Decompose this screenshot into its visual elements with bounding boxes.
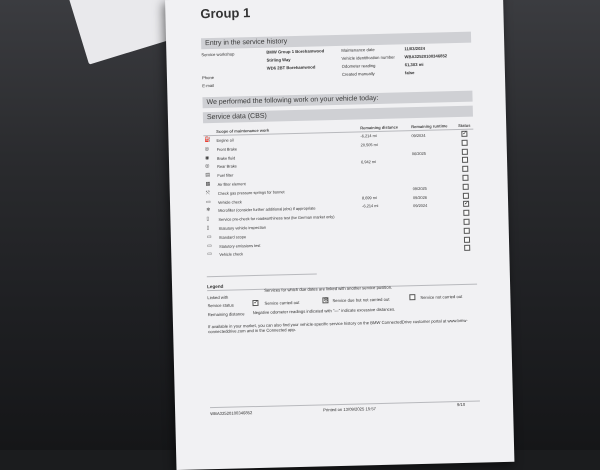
phone-label: Phone (202, 75, 214, 80)
service-history-page (165, 0, 514, 470)
status-checkbox (464, 228, 470, 234)
entry-section-header: Entry in the service history (201, 32, 471, 50)
status-checkbox (463, 219, 469, 225)
legend-due-not-carried: Service due but not carried out (332, 297, 389, 303)
status-checkbox (462, 175, 468, 181)
field-label: Maintenance date (341, 47, 374, 53)
standard-scope-icon: ▭ (207, 235, 214, 240)
status-checkbox (462, 148, 468, 154)
status-checkbox (463, 192, 469, 198)
status-checkbox (463, 184, 469, 190)
pre-check-icon: ▯ (206, 217, 213, 222)
footer-page: 9/10 (457, 402, 465, 407)
service-row-label: Front Brake (217, 146, 237, 151)
rear-brake-icon: ◎ (205, 164, 212, 169)
remaining-text: Negative odometer readings indicated with "—" indicate excessive distances. (253, 307, 396, 315)
legend-not-carried: Service not carried out (420, 294, 462, 300)
service-data-header: Service data (CBS) (203, 106, 473, 124)
service-row-label: Fuel filter (217, 173, 233, 178)
vehicle-check-icon: ▭ (206, 200, 213, 205)
service-row-label: Air filter element (218, 181, 246, 187)
emissions-test-icon: ▭ (207, 244, 214, 249)
status-checkbox (464, 245, 470, 251)
remaining-distance: 6,942 mi (361, 159, 376, 164)
remaining-runtime: 06/2025 (412, 150, 426, 155)
status-checkbox (464, 236, 470, 242)
odometer-value: 61,303 mi (405, 62, 424, 67)
remaining-distance: -6,214 mi (360, 133, 376, 138)
status-checkbox-checked: ✓ (463, 201, 469, 207)
service-row-label: Statutory vehicle inspection (219, 225, 266, 231)
footer-printed: Printed on 13/09/2025 15:57 (323, 406, 376, 412)
field-label: Odometer reading (342, 63, 376, 69)
service-row-label: Engine oil (216, 137, 233, 142)
remaining-distance: 20,505 mi (361, 142, 378, 147)
service-row-label: Rear Brake (217, 164, 237, 169)
scope-column-header: Scope of maintenance work (216, 128, 269, 134)
air-filter-icon: ▦ (206, 182, 213, 187)
legend-heading: Legend (207, 284, 223, 289)
front-brake-icon: ◎ (205, 147, 212, 152)
remaining-distance: 8,699 mi (362, 195, 377, 200)
work-performed-header: We performed the following work on your vehicle today: (202, 91, 472, 109)
remaining-label: Remaining distance (208, 311, 245, 317)
status-column-header: Status (458, 123, 470, 128)
legend-due-box: ⊗ (322, 297, 328, 303)
service-row-label: Check gas pressure springs for bonnet (218, 189, 285, 196)
inspection-icon: ▯ (207, 226, 214, 231)
created-manually-value: false (405, 70, 415, 75)
status-checkbox (463, 210, 469, 216)
vin-value: WBA32520100346852 (404, 53, 447, 59)
workshop-line-2: Stirling Way (266, 57, 290, 63)
service-row-label: Vehicle check (218, 199, 242, 205)
legend-carried-out: Service carried out (264, 300, 299, 306)
workshop-line-3: WD6 2BT Borehamwood (267, 64, 316, 70)
status-checkbox (462, 166, 468, 172)
page-title: Group 1 (200, 5, 250, 21)
legend-empty-box (409, 294, 415, 300)
status-checkbox (462, 140, 468, 146)
brake-fluid-icon: ◉ (205, 156, 212, 161)
legend-check-box: ✓ (252, 300, 258, 306)
fuel-filter-icon: ▤ (205, 173, 212, 178)
status-checkbox-checked: ✓ (461, 131, 467, 137)
microfilter-icon: ❄ (206, 208, 213, 213)
remaining-distance: -6,214 mi (362, 203, 378, 208)
service-row-label: Microfilter (consider further additional jobs) if appropriate (218, 206, 315, 213)
vehicle-check-icon: ▭ (207, 252, 214, 257)
status-label: Service status (207, 303, 233, 309)
email-label: E-mail (202, 83, 214, 88)
remaining-runtime: 09/2024 (413, 203, 427, 208)
service-row-label: Service pre-check for roadworthiness test (for German market only) (218, 214, 334, 222)
service-row-label: Standard scope (219, 234, 246, 240)
gas-spring-icon: ⤧ (206, 191, 213, 196)
engine-oil-icon: ⛽ (204, 138, 211, 143)
service-row-label: Brake fluid (217, 155, 236, 160)
status-checkbox (462, 157, 468, 163)
field-label: Created manually (342, 71, 375, 77)
remaining-runtime: 09/2026 (413, 194, 427, 199)
portal-note: If available in your market, you can also find your vehicle-specific service history on the BMW ConnectedDrive customer portal at www.bmw-connecteddrive.com and in the Connected app. (208, 318, 478, 335)
field-label: Vehicle identification number (341, 55, 394, 61)
service-row-label: Statutory emissions test (219, 242, 260, 248)
distance-column-header: Remaining distance (360, 124, 398, 130)
maintenance-date-value: 11/03/2024 (404, 46, 425, 52)
footer-vin: WBA32520100346852 (210, 410, 252, 416)
remaining-runtime: 09/2025 (413, 186, 427, 191)
workshop-line-1: BMW Group 1 Borehamwood (266, 48, 324, 54)
linked-label: Linked with (207, 295, 228, 301)
linked-text: Services for which due dates are linked with another service position. (264, 285, 392, 293)
service-row-label: Vehicle check (219, 252, 243, 258)
remaining-runtime: 09/2024 (411, 133, 425, 138)
runtime-column-header: Remaining runtime (411, 123, 447, 129)
rows-end-divider (207, 274, 317, 278)
workshop-label: Service workshop (201, 51, 234, 57)
